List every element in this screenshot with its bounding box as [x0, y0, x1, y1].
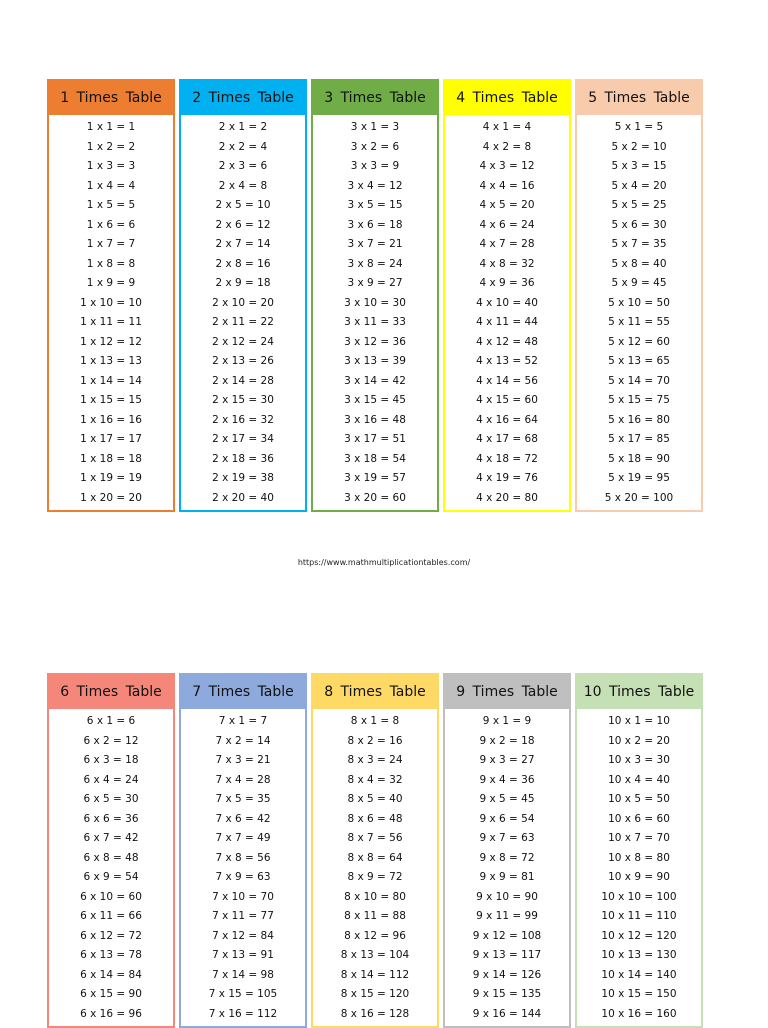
table-row: 3 x 8 = 24 — [347, 257, 403, 270]
table-row: 3 x 17 = 51 — [344, 433, 406, 445]
table-body — [445, 709, 569, 1026]
table-body — [577, 709, 701, 1026]
table-row: 7 x 6 = 42 — [215, 812, 271, 825]
table-row: 1 x 18 = 18 — [80, 452, 142, 465]
table-row: 6 x 9 = 54 — [83, 871, 139, 883]
table-row: 8 x 11 = 88 — [344, 910, 406, 922]
table-row: 7 x 10 = 70 — [212, 890, 274, 903]
table-row: 6 x 4 = 24 — [83, 773, 139, 786]
table-row: 4 x 15 = 60 — [476, 394, 538, 406]
table-row: 8 x 15 = 120 — [340, 988, 410, 1000]
table-row: 5 x 20 = 100 — [604, 491, 674, 504]
table-row: 4 x 18 = 72 — [476, 452, 538, 465]
table-row: 3 x 15 = 45 — [344, 394, 406, 406]
table-row: 8 x 7 = 56 — [347, 832, 403, 844]
table-row: 9 x 6 = 54 — [479, 812, 535, 825]
table-row: 8 x 2 = 16 — [347, 734, 403, 747]
table-row: 5 x 17 = 85 — [608, 433, 670, 445]
table-row: 9 x 12 = 108 — [472, 929, 542, 942]
table-row: 10 x 1 = 10 — [608, 715, 670, 727]
table-row: 7 x 2 = 14 — [215, 734, 271, 747]
table-row: 1 x 4 = 4 — [86, 179, 136, 192]
table-row: 1 x 3 = 3 — [86, 160, 136, 172]
table-row: 8 x 4 = 32 — [347, 773, 403, 786]
table-header: 6 Times Table — [49, 675, 173, 709]
table-row: 2 x 12 = 24 — [212, 335, 274, 348]
table-row: 5 x 19 = 95 — [608, 472, 670, 484]
table-row: 8 x 3 = 24 — [347, 754, 403, 766]
table-row: 8 x 8 = 64 — [347, 851, 403, 864]
table-row: 5 x 14 = 70 — [608, 374, 670, 387]
times-table-4 — [443, 79, 571, 512]
table-row: 5 x 15 = 75 — [608, 394, 670, 406]
table-row: 2 x 13 = 26 — [212, 355, 274, 367]
times-table-9 — [443, 673, 571, 1028]
table-row: 3 x 3 = 9 — [350, 160, 400, 172]
table-row: 4 x 10 = 40 — [476, 296, 538, 309]
table-row: 4 x 17 = 68 — [476, 433, 538, 445]
table-row: 4 x 6 = 24 — [479, 218, 535, 231]
table-row: 1 x 5 = 5 — [86, 199, 136, 211]
table-row: 6 x 3 = 18 — [83, 754, 139, 766]
table-header: 1 Times Table — [49, 81, 173, 115]
table-row: 4 x 9 = 36 — [479, 277, 535, 289]
table-row: 10 x 2 = 20 — [608, 734, 670, 747]
table-header: 2 Times Table — [181, 81, 305, 115]
table-row: 3 x 20 = 60 — [344, 491, 406, 504]
table-row: 5 x 11 = 55 — [608, 316, 670, 328]
table-row: 5 x 16 = 80 — [608, 413, 670, 426]
table-row: 3 x 13 = 39 — [344, 355, 406, 367]
table-row: 4 x 19 = 76 — [476, 472, 538, 484]
table-header: 7 Times Table — [181, 675, 305, 709]
table-row: 9 x 5 = 45 — [479, 793, 535, 805]
table-row: 3 x 18 = 54 — [344, 452, 406, 465]
table-row: 8 x 13 = 104 — [340, 949, 410, 961]
table-row: 10 x 15 = 150 — [601, 988, 677, 1000]
table-row: 2 x 2 = 4 — [218, 140, 268, 153]
table-row: 8 x 6 = 48 — [347, 812, 403, 825]
table-row: 8 x 10 = 80 — [344, 890, 406, 903]
table-row: 8 x 9 = 72 — [347, 871, 403, 883]
table-row: 8 x 14 = 112 — [340, 968, 410, 981]
table-header: 3 Times Table — [313, 81, 437, 115]
table-row: 9 x 8 = 72 — [479, 851, 535, 864]
table-row: 2 x 1 = 2 — [218, 121, 268, 133]
table-row: 9 x 15 = 135 — [472, 988, 542, 1000]
table-row: 10 x 6 = 60 — [608, 812, 670, 825]
table-row: 7 x 13 = 91 — [212, 949, 274, 961]
table-row: 1 x 14 = 14 — [80, 374, 142, 387]
table-row: 10 x 8 = 80 — [608, 851, 670, 864]
table-row: 4 x 3 = 12 — [479, 160, 535, 172]
times-tables-row-top — [47, 79, 703, 512]
table-row: 7 x 3 = 21 — [215, 754, 271, 766]
table-row: 2 x 19 = 38 — [212, 472, 274, 484]
table-row: 6 x 10 = 60 — [80, 890, 142, 903]
table-row: 3 x 12 = 36 — [344, 335, 406, 348]
table-row: 1 x 20 = 20 — [80, 491, 142, 504]
table-row: 7 x 5 = 35 — [215, 793, 271, 805]
table-row: 5 x 1 = 5 — [614, 121, 664, 133]
table-row: 10 x 10 = 100 — [601, 890, 677, 903]
table-row: 6 x 13 = 78 — [80, 949, 142, 961]
table-row: 1 x 19 = 19 — [80, 472, 142, 484]
table-row: 7 x 4 = 28 — [215, 773, 271, 786]
table-row: 6 x 15 = 90 — [80, 988, 142, 1000]
times-tables-row-bottom — [47, 673, 703, 1028]
times-table-8 — [311, 673, 439, 1028]
table-row: 4 x 5 = 20 — [479, 199, 535, 211]
table-row: 9 x 9 = 81 — [479, 871, 535, 883]
table-row: 4 x 8 = 32 — [479, 257, 535, 270]
table-row: 6 x 11 = 66 — [80, 910, 142, 922]
table-row: 10 x 4 = 40 — [608, 773, 670, 786]
table-row: 2 x 10 = 20 — [212, 296, 274, 309]
table-body — [49, 709, 173, 1026]
table-row: 2 x 20 = 40 — [212, 491, 274, 504]
table-row: 1 x 10 = 10 — [80, 296, 142, 309]
table-row: 7 x 11 = 77 — [212, 910, 274, 922]
table-body — [445, 115, 569, 510]
table-row: 1 x 11 = 11 — [80, 316, 142, 328]
table-header: 5 Times Table — [577, 81, 701, 115]
table-row: 6 x 6 = 36 — [83, 812, 139, 825]
table-body — [577, 115, 701, 510]
table-row: 2 x 8 = 16 — [215, 257, 271, 270]
table-row: 2 x 3 = 6 — [218, 160, 268, 172]
times-table-6 — [47, 673, 175, 1028]
table-row: 5 x 10 = 50 — [608, 296, 670, 309]
table-row: 10 x 14 = 140 — [601, 968, 677, 981]
table-row: 8 x 5 = 40 — [347, 793, 403, 805]
table-row: 9 x 2 = 18 — [479, 734, 535, 747]
table-row: 10 x 16 = 160 — [601, 1007, 677, 1020]
table-row: 6 x 1 = 6 — [86, 715, 136, 727]
table-row: 2 x 14 = 28 — [212, 374, 274, 387]
table-row: 9 x 11 = 99 — [476, 910, 538, 922]
table-body — [49, 115, 173, 510]
table-row: 10 x 12 = 120 — [601, 929, 677, 942]
table-row: 2 x 16 = 32 — [212, 413, 274, 426]
table-header: 9 Times Table — [445, 675, 569, 709]
table-row: 8 x 12 = 96 — [344, 929, 406, 942]
table-row: 4 x 14 = 56 — [476, 374, 538, 387]
table-row: 4 x 20 = 80 — [476, 491, 538, 504]
table-row: 4 x 16 = 64 — [476, 413, 538, 426]
table-row: 2 x 11 = 22 — [212, 316, 274, 328]
table-row: 9 x 1 = 9 — [482, 715, 532, 727]
table-row: 2 x 18 = 36 — [212, 452, 274, 465]
table-row: 7 x 7 = 49 — [215, 832, 271, 844]
table-body — [313, 709, 437, 1026]
table-header: 4 Times Table — [445, 81, 569, 115]
table-row: 7 x 15 = 105 — [208, 988, 278, 1000]
table-row: 3 x 7 = 21 — [347, 238, 403, 250]
table-row: 1 x 1 = 1 — [86, 121, 136, 133]
table-row: 3 x 10 = 30 — [344, 296, 406, 309]
table-row: 5 x 9 = 45 — [611, 277, 667, 289]
table-row: 4 x 7 = 28 — [479, 238, 535, 250]
times-table-2 — [179, 79, 307, 512]
table-body — [181, 709, 305, 1026]
table-header: 10 Times Table — [577, 675, 701, 709]
table-row: 2 x 7 = 14 — [215, 238, 271, 250]
table-row: 7 x 12 = 84 — [212, 929, 274, 942]
table-row: 5 x 6 = 30 — [611, 218, 667, 231]
table-row: 10 x 5 = 50 — [608, 793, 670, 805]
source-url-link[interactable]: https://www.mathmultiplicationtables.com/ — [297, 558, 471, 567]
table-row: 10 x 3 = 30 — [608, 754, 670, 766]
table-row: 2 x 17 = 34 — [212, 433, 274, 445]
table-row: 2 x 15 = 30 — [212, 394, 274, 406]
table-row: 3 x 14 = 42 — [344, 374, 406, 387]
table-row: 3 x 16 = 48 — [344, 413, 406, 426]
table-row: 3 x 19 = 57 — [344, 472, 406, 484]
times-table-1 — [47, 79, 175, 512]
table-row: 8 x 1 = 8 — [350, 715, 400, 727]
table-row: 7 x 14 = 98 — [212, 968, 274, 981]
table-row: 9 x 3 = 27 — [479, 754, 535, 766]
table-row: 5 x 2 = 10 — [611, 140, 667, 153]
table-row: 10 x 7 = 70 — [608, 832, 670, 844]
table-row: 9 x 7 = 63 — [479, 832, 535, 844]
table-row: 5 x 18 = 90 — [608, 452, 670, 465]
table-row: 9 x 13 = 117 — [472, 949, 542, 961]
table-row: 1 x 6 = 6 — [86, 218, 136, 231]
times-table-3 — [311, 79, 439, 512]
table-row: 4 x 4 = 16 — [479, 179, 535, 192]
table-row: 3 x 4 = 12 — [347, 179, 403, 192]
table-row: 1 x 7 = 7 — [86, 238, 136, 250]
table-row: 3 x 9 = 27 — [347, 277, 403, 289]
table-row: 9 x 16 = 144 — [472, 1007, 542, 1020]
table-row: 10 x 13 = 130 — [601, 949, 677, 961]
table-row: 4 x 12 = 48 — [476, 335, 538, 348]
table-row: 6 x 12 = 72 — [80, 929, 142, 942]
table-row: 5 x 13 = 65 — [608, 355, 670, 367]
table-body — [181, 115, 305, 510]
table-row: 3 x 1 = 3 — [350, 121, 400, 133]
table-row: 2 x 5 = 10 — [215, 199, 271, 211]
table-row: 6 x 16 = 96 — [80, 1007, 142, 1020]
table-row: 6 x 7 = 42 — [83, 832, 139, 844]
table-row: 8 x 16 = 128 — [340, 1007, 410, 1020]
table-row: 2 x 6 = 12 — [215, 218, 271, 231]
times-table-5 — [575, 79, 703, 512]
table-row: 2 x 4 = 8 — [218, 179, 268, 192]
table-row: 5 x 4 = 20 — [611, 179, 667, 192]
table-row: 1 x 15 = 15 — [80, 394, 142, 406]
table-row: 5 x 7 = 35 — [611, 238, 667, 250]
table-header: 8 Times Table — [313, 675, 437, 709]
table-row: 3 x 6 = 18 — [347, 218, 403, 231]
table-row: 1 x 12 = 12 — [80, 335, 142, 348]
table-row: 1 x 2 = 2 — [86, 140, 136, 153]
table-row: 9 x 10 = 90 — [476, 890, 538, 903]
table-row: 1 x 16 = 16 — [80, 413, 142, 426]
table-row: 7 x 1 = 7 — [218, 715, 268, 727]
table-row: 7 x 16 = 112 — [208, 1007, 278, 1020]
table-row: 7 x 9 = 63 — [215, 871, 271, 883]
table-body — [313, 115, 437, 510]
table-row: 1 x 17 = 17 — [80, 433, 142, 445]
table-row: 5 x 5 = 25 — [611, 199, 667, 211]
table-row: 4 x 1 = 4 — [482, 121, 532, 133]
table-row: 4 x 2 = 8 — [482, 140, 532, 153]
table-row: 6 x 5 = 30 — [83, 793, 139, 805]
table-row: 1 x 9 = 9 — [86, 277, 136, 289]
table-row: 1 x 8 = 8 — [86, 257, 136, 270]
times-table-7 — [179, 673, 307, 1028]
table-row: 10 x 11 = 110 — [601, 910, 677, 922]
table-row: 5 x 12 = 60 — [608, 335, 670, 348]
table-row: 5 x 3 = 15 — [611, 160, 667, 172]
table-row: 4 x 11 = 44 — [476, 316, 538, 328]
table-row: 5 x 8 = 40 — [611, 257, 667, 270]
table-row: 2 x 9 = 18 — [215, 277, 271, 289]
table-row: 3 x 11 = 33 — [344, 316, 406, 328]
table-row: 6 x 14 = 84 — [80, 968, 142, 981]
table-row: 4 x 13 = 52 — [476, 355, 538, 367]
table-row: 10 x 9 = 90 — [608, 871, 670, 883]
table-row: 1 x 13 = 13 — [80, 355, 142, 367]
table-row: 9 x 14 = 126 — [472, 968, 542, 981]
table-row: 7 x 8 = 56 — [215, 851, 271, 864]
table-row: 6 x 2 = 12 — [83, 734, 139, 747]
table-row: 9 x 4 = 36 — [479, 773, 535, 786]
table-row: 6 x 8 = 48 — [83, 851, 139, 864]
table-row: 3 x 5 = 15 — [347, 199, 403, 211]
table-row: 3 x 2 = 6 — [350, 140, 400, 153]
times-table-10 — [575, 673, 703, 1028]
